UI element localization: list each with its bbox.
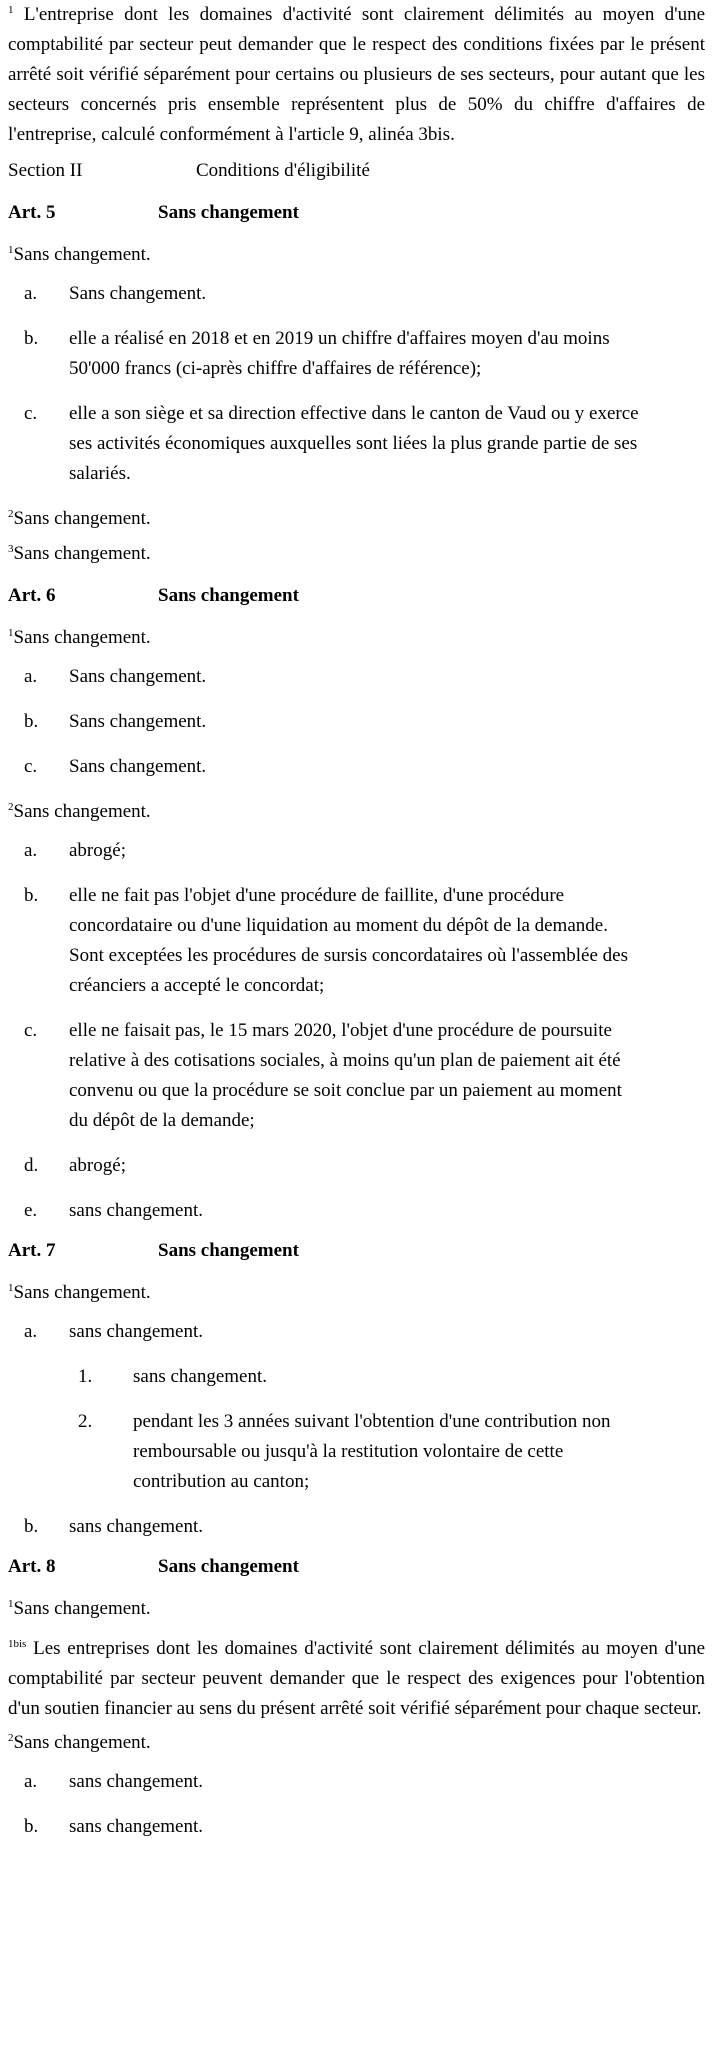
item-text: elle ne fait pas l'objet d'une procédure de faillite, d'une procédure concordataire ou d'une liquidation au moment du dépôt de la demande. Sont exceptées les procédures de sursis concordataires où l'assemblée des créanciers a accepté le concordat; [69, 885, 628, 996]
item-text: Sans changement. [69, 283, 207, 304]
alinea-number: 3 [8, 543, 14, 555]
item-letter: e. [24, 1200, 38, 1221]
article-5-heading [8, 198, 705, 228]
item-letter: b. [24, 1516, 39, 1537]
article-number: Art. 8 [8, 1556, 56, 1577]
alinea-text: Sans changement. [13, 1732, 151, 1753]
list-item [8, 1317, 705, 1347]
list-item [8, 752, 705, 782]
item-text: sans changement. [69, 1200, 204, 1221]
item-letter: a. [24, 666, 38, 687]
art8-alinea-1 [8, 1594, 705, 1624]
list-item [8, 399, 705, 489]
alinea-text: Sans changement. [13, 543, 151, 564]
subitem-number: 1. [78, 1366, 93, 1387]
article-6-heading [8, 581, 705, 611]
alinea-text: Sans changement. [13, 627, 151, 648]
item-text: Sans changement. [69, 666, 207, 687]
item-letter: c. [24, 1020, 38, 1041]
art5-alinea-1 [8, 240, 705, 270]
item-letter: a. [24, 840, 38, 861]
item-letter: a. [24, 1771, 38, 1792]
art8-alinea-1bis [8, 1634, 705, 1724]
art5-alinea-3 [8, 539, 705, 569]
item-letter: a. [24, 283, 38, 304]
alinea-number: 1bis [8, 1638, 27, 1650]
alinea-text: Sans changement. [13, 508, 151, 529]
alinea-text: Sans changement. [13, 244, 151, 265]
intro-text: L'entreprise dont les domaines d'activité sont clairement délimités au moyen d'une comptabilité par secteur peut demander que le respect des conditions fixées par le présent arrêté soit vérifié séparément pour certains ou plusieurs de ses secteurs, pour autant que les secteurs concernés pris ensemble représentent plus de 50% du chiffre d'affaires de l'entreprise, calculé conformément à l'article 9, alinéa 3bis. [8, 4, 706, 145]
list-item [8, 707, 705, 737]
list-item [8, 662, 705, 692]
item-text: abrogé; [69, 840, 126, 861]
item-letter: c. [24, 756, 38, 777]
art7-alinea-1 [8, 1278, 705, 1308]
item-text: sans changement. [69, 1771, 204, 1792]
list-item [8, 324, 705, 384]
subitem-text: sans changement. [133, 1366, 268, 1387]
sub-list-item [8, 1362, 705, 1392]
article-title: Sans changement [158, 1556, 299, 1577]
article-number: Art. 6 [8, 585, 56, 606]
list-item [8, 836, 705, 866]
article-number: Art. 7 [8, 1240, 56, 1261]
alinea-text: Sans changement. [13, 1598, 151, 1619]
art6-alinea-2 [8, 797, 705, 827]
item-letter: b. [24, 885, 39, 906]
alinea-number: 1 [8, 627, 14, 639]
article-8-heading [8, 1552, 705, 1582]
item-text: elle a réalisé en 2018 et en 2019 un chiffre d'affaires moyen d'au moins 50'000 francs (ci-après chiffre d'affaires de référence); [69, 328, 610, 379]
list-item [8, 1812, 705, 1842]
art8-alinea-2 [8, 1728, 705, 1758]
subitem-text: pendant les 3 années suivant l'obtention d'une contribution non remboursable ou jusqu'à la restitution volontaire de cette contribution au canton; [133, 1411, 611, 1492]
list-item [8, 1196, 705, 1226]
list-item [8, 1767, 705, 1797]
alinea-text: Sans changement. [13, 1282, 151, 1303]
subitem-number: 2. [78, 1411, 93, 1432]
alinea-number: 1 [8, 1282, 14, 1294]
article-title: Sans changement [158, 1240, 299, 1261]
alinea-number: 2 [8, 801, 14, 813]
section-number: Section II [8, 160, 83, 181]
item-text: sans changement. [69, 1516, 204, 1537]
article-number: Art. 5 [8, 202, 56, 223]
section-title: Conditions d'éligibilité [196, 160, 370, 181]
article-title: Sans changement [158, 585, 299, 606]
alinea-text: Sans changement. [13, 801, 151, 822]
alinea-text: Les entreprises dont les domaines d'activité sont clairement délimités au moyen d'une comptabilité par secteur peuvent demander que le respect des exigences pour l'obtention d'un soutien financier au sens du présent arrêté soit vérifié séparément pour chaque secteur. [8, 1638, 706, 1719]
art6-alinea-1 [8, 623, 705, 653]
document-body [8, 0, 705, 1857]
list-item [8, 881, 705, 1001]
item-text: sans changement. [69, 1816, 204, 1837]
list-item [8, 1151, 705, 1181]
item-letter: c. [24, 403, 38, 424]
alinea-number: 1 [8, 244, 14, 256]
alinea-number: 2 [8, 508, 14, 520]
item-text: sans changement. [69, 1321, 204, 1342]
item-text: Sans changement. [69, 756, 207, 777]
item-letter: b. [24, 711, 39, 732]
intro-paragraph [8, 0, 705, 150]
item-letter: b. [24, 1816, 39, 1837]
article-7-heading [8, 1236, 705, 1266]
article-title: Sans changement [158, 202, 299, 223]
item-text: abrogé; [69, 1155, 126, 1176]
item-text: elle a son siège et sa direction effective dans le canton de Vaud ou y exerce ses activités économiques auxquelles sont liées la plus grande partie de ses salariés. [69, 403, 639, 484]
art5-alinea-2 [8, 504, 705, 534]
item-letter: a. [24, 1321, 38, 1342]
alinea-number: 1 [8, 4, 14, 16]
item-text: elle ne faisait pas, le 15 mars 2020, l'objet d'une procédure de poursuite relative à des cotisations sociales, à moins qu'un plan de paiement ait été convenu ou que la procédure se soit conclue par un paiement au moment du dépôt de la demande; [69, 1020, 622, 1131]
list-item [8, 1016, 705, 1136]
item-letter: b. [24, 328, 39, 349]
item-text: Sans changement. [69, 711, 207, 732]
alinea-number: 2 [8, 1732, 14, 1744]
list-item [8, 279, 705, 309]
section-heading [8, 156, 705, 186]
sub-list-item [8, 1407, 705, 1497]
alinea-number: 1 [8, 1598, 14, 1610]
item-letter: d. [24, 1155, 39, 1176]
list-item [8, 1512, 705, 1542]
